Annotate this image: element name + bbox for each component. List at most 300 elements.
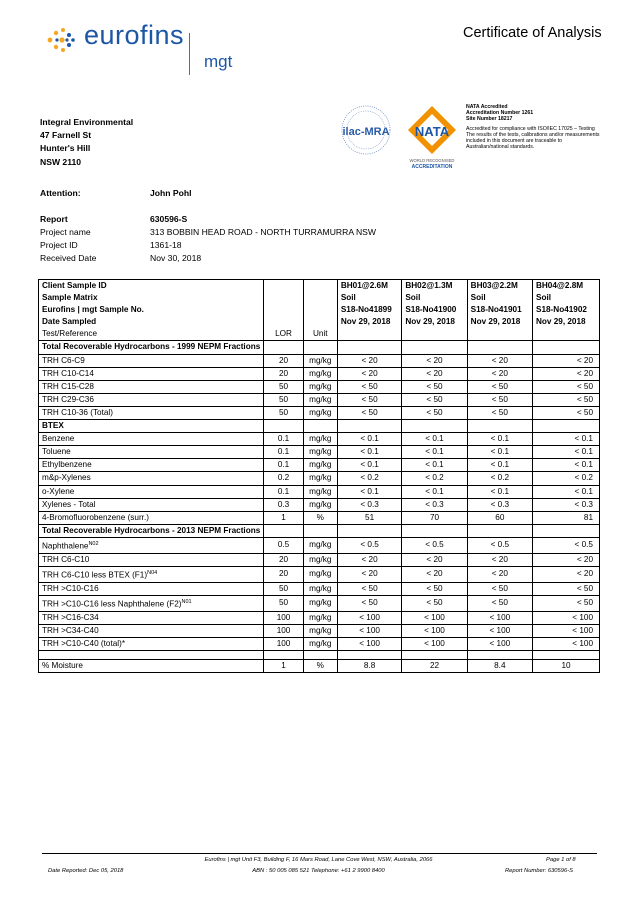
result-value: < 0.1	[467, 446, 532, 459]
lor-value: 50	[264, 595, 304, 611]
analyte-name: TRH >C10-C40 (total)*	[42, 638, 126, 648]
result-value: < 100	[467, 624, 532, 637]
result-value: < 50	[467, 393, 532, 406]
sample-date: Nov 29, 2018	[402, 316, 467, 328]
analyte-name-cell	[39, 498, 264, 511]
result-value: < 0.1	[402, 459, 467, 472]
result-value: < 20	[532, 553, 599, 566]
client-address-line3: NSW 2110	[40, 156, 82, 167]
empty-cell	[467, 420, 532, 433]
result-value: < 20	[402, 566, 467, 582]
unit-value: mg/kg	[303, 582, 337, 595]
lor-value: 0.1	[264, 433, 304, 446]
empty-cell	[337, 650, 402, 659]
attention-value: John Pohl	[150, 188, 192, 198]
empty-cell	[337, 328, 402, 341]
analyte-name-cell	[39, 367, 264, 380]
result-value: < 0.1	[532, 459, 599, 472]
result-value: < 50	[337, 393, 402, 406]
result-value: < 0.1	[337, 446, 402, 459]
result-value: < 50	[337, 582, 402, 595]
empty-cell	[532, 328, 599, 341]
result-value: < 20	[532, 354, 599, 367]
footer-address: Eurofins | mgt Unit F3, Building F, 16 Mars Road, Lane Cove West, NSW, Australia, 2066	[204, 857, 433, 863]
result-value: < 0.1	[532, 485, 599, 498]
result-value: < 100	[532, 611, 599, 624]
lor-value: 0.1	[264, 485, 304, 498]
table-row	[39, 624, 600, 637]
result-value: < 0.1	[337, 485, 402, 498]
result-value: 70	[402, 511, 467, 524]
result-value: < 0.1	[532, 433, 599, 446]
result-value: < 100	[402, 624, 467, 637]
result-value: < 50	[532, 595, 599, 611]
result-value: < 0.3	[337, 498, 402, 511]
result-value: < 50	[402, 393, 467, 406]
empty-cell	[264, 280, 304, 293]
analyte-note-ref: N04	[147, 569, 158, 576]
empty-cell	[467, 650, 532, 659]
received-date-value: Nov 30, 2018	[150, 253, 202, 263]
project-name-value: 313 BOBBIN HEAD ROAD - NORTH TURRAMURRA NSW	[150, 227, 377, 237]
footer-date-reported: Date Reported: Dec 05, 2018	[48, 868, 124, 874]
result-value: < 100	[402, 637, 467, 650]
analyte-name-cell	[39, 582, 264, 595]
table-row	[39, 537, 600, 553]
section-title: Total Recoverable Hydrocarbons - 2013 NEPM Fractions	[39, 524, 264, 537]
result-value: < 0.1	[402, 446, 467, 459]
result-value: 81	[532, 511, 599, 524]
results-table	[38, 279, 600, 673]
sample-date: Nov 29, 2018	[337, 316, 402, 328]
table-row	[39, 511, 600, 524]
unit-value: mg/kg	[303, 472, 337, 485]
result-value: < 100	[337, 637, 402, 650]
result-value: < 0.1	[402, 485, 467, 498]
empty-cell	[303, 304, 337, 316]
empty-cell	[402, 328, 467, 341]
unit-value: mg/kg	[303, 498, 337, 511]
unit-value: mg/kg	[303, 354, 337, 367]
unit-value: mg/kg	[303, 566, 337, 582]
lor-value: 100	[264, 611, 304, 624]
result-value: < 0.2	[532, 472, 599, 485]
unit-value: mg/kg	[303, 611, 337, 624]
analyte-name-cell	[39, 472, 264, 485]
sample-no: S18-No41901	[467, 304, 532, 316]
result-value: < 50	[402, 595, 467, 611]
unit-value: mg/kg	[303, 485, 337, 498]
empty-cell	[264, 650, 304, 659]
result-value: < 20	[467, 367, 532, 380]
analyte-name: Benzene	[42, 434, 75, 444]
lor-value: 1	[264, 511, 304, 524]
section-title: Total Recoverable Hydrocarbons - 1999 NEPM Fractions	[39, 341, 264, 354]
client-address	[40, 116, 133, 169]
sample-matrix: Soil	[337, 292, 402, 304]
result-value: 60	[467, 511, 532, 524]
result-value: < 0.3	[467, 498, 532, 511]
eurofins-logo-dots-icon	[46, 27, 76, 53]
result-value: < 20	[337, 566, 402, 582]
empty-cell	[303, 341, 337, 354]
header-row	[39, 304, 600, 316]
lor-value: 0.5	[264, 537, 304, 553]
sample-matrix: Soil	[402, 292, 467, 304]
result-value: < 0.1	[532, 446, 599, 459]
nata-accreditation-info	[466, 104, 626, 150]
empty-cell	[264, 524, 304, 537]
lor-value: 20	[264, 367, 304, 380]
sample-no: S18-No41902	[532, 304, 599, 316]
result-value: < 20	[337, 553, 402, 566]
section-header-row	[39, 341, 600, 354]
result-value: < 50	[402, 406, 467, 419]
header-label: Client Sample ID	[39, 280, 264, 293]
sample-date: Nov 29, 2018	[467, 316, 532, 328]
analyte-name: TRH C15-C28	[42, 381, 94, 391]
result-value: < 0.3	[402, 498, 467, 511]
result-value: 8.8	[337, 659, 402, 672]
sample-matrix: Soil	[532, 292, 599, 304]
lor-value: 50	[264, 380, 304, 393]
empty-cell	[337, 341, 402, 354]
result-value: < 100	[532, 637, 599, 650]
empty-cell	[303, 650, 337, 659]
result-value: < 50	[532, 406, 599, 419]
result-value: < 20	[532, 367, 599, 380]
analyte-name: TRH >C16-C34	[42, 612, 99, 622]
received-date-label: Received Date	[40, 253, 97, 263]
empty-cell	[402, 650, 467, 659]
empty-cell	[264, 341, 304, 354]
empty-cell	[402, 420, 467, 433]
analyte-name: o-Xylene	[42, 486, 75, 496]
analyte-name-cell	[39, 406, 264, 419]
analyte-name-cell	[39, 511, 264, 524]
analyte-name: TRH C6-C9	[42, 355, 85, 365]
result-value: < 50	[402, 380, 467, 393]
empty-cell	[264, 304, 304, 316]
client-address-line1: 47 Farnell St	[40, 130, 92, 141]
brand-logo-text: eurofins	[84, 20, 185, 50]
result-value: < 0.1	[337, 433, 402, 446]
result-value: < 20	[467, 354, 532, 367]
result-value: < 20	[467, 566, 532, 582]
logo-divider	[189, 33, 190, 75]
column-test-reference: Test/Reference	[39, 328, 264, 341]
result-value: 8.4	[467, 659, 532, 672]
analyte-name-cell	[39, 433, 264, 446]
footer-report-number: Report Number: 630596-S	[505, 868, 573, 874]
table-row	[39, 566, 600, 582]
footer-divider	[42, 853, 597, 854]
empty-cell	[264, 420, 304, 433]
analyte-name: TRH C6-C10 less BTEX (F1)	[42, 570, 148, 580]
table-row	[39, 459, 600, 472]
section-title: BTEX	[39, 420, 264, 433]
table-row	[39, 553, 600, 566]
analyte-name-cell	[39, 537, 264, 553]
result-value: < 100	[467, 611, 532, 624]
unit-value: mg/kg	[303, 380, 337, 393]
sample-id: BH03@2.2M	[467, 280, 532, 293]
analyte-name: m&p-Xylenes	[42, 473, 91, 483]
result-value: < 20	[402, 367, 467, 380]
table-row	[39, 393, 600, 406]
empty-cell	[303, 420, 337, 433]
project-id-label: Project ID	[40, 240, 78, 250]
result-value: < 20	[467, 553, 532, 566]
empty-cell	[532, 341, 599, 354]
unit-value: %	[303, 511, 337, 524]
result-value: < 0.1	[467, 459, 532, 472]
sample-id: BH04@2.8M	[532, 280, 599, 293]
result-value: < 50	[337, 406, 402, 419]
empty-cell	[467, 524, 532, 537]
result-value: < 100	[337, 624, 402, 637]
analyte-note-ref: N01	[181, 598, 192, 605]
lor-value: 100	[264, 624, 304, 637]
analyte-name: Xylenes - Total	[42, 499, 96, 509]
footer-abn: ABN : 50 005 085 521 Telephone: +61 2 9900 8400	[252, 868, 385, 874]
analyte-name: TRH C29-C36	[42, 394, 94, 404]
unit-value: mg/kg	[303, 446, 337, 459]
lor-value: 0.1	[264, 446, 304, 459]
lor-value: 0.3	[264, 498, 304, 511]
analyte-name-cell	[39, 354, 264, 367]
unit-value: mg/kg	[303, 553, 337, 566]
empty-cell	[402, 341, 467, 354]
empty-cell	[532, 524, 599, 537]
header-row	[39, 292, 600, 304]
empty-cell	[467, 341, 532, 354]
nata-caption2: ACCREDITATION	[411, 164, 453, 170]
result-value: < 0.1	[402, 433, 467, 446]
analyte-name-cell	[39, 566, 264, 582]
nata-text: NATA	[414, 124, 450, 139]
lor-value: 20	[264, 566, 304, 582]
result-value: 10	[532, 659, 599, 672]
column-lor: LOR	[264, 328, 304, 341]
unit-value: mg/kg	[303, 624, 337, 637]
empty-cell	[264, 292, 304, 304]
analyte-name: TRH C6-C10	[42, 554, 90, 564]
report-label: Report	[40, 214, 68, 224]
empty-cell	[532, 650, 599, 659]
lor-value: 20	[264, 553, 304, 566]
result-value: < 0.5	[532, 537, 599, 553]
lor-value: 50	[264, 406, 304, 419]
empty-cell	[532, 420, 599, 433]
unit-value: mg/kg	[303, 595, 337, 611]
analyte-name: TRH >C10-C16 less Naphthalene (F2)	[42, 599, 182, 609]
table-row	[39, 367, 600, 380]
client-address-line2: Hunter's Hill	[40, 143, 91, 154]
analyte-name-cell	[39, 459, 264, 472]
result-value: < 50	[337, 595, 402, 611]
spacer-row	[39, 650, 600, 659]
table-row	[39, 611, 600, 624]
result-value: < 20	[402, 553, 467, 566]
result-value: 22	[402, 659, 467, 672]
result-value: < 100	[532, 624, 599, 637]
result-value: < 20	[337, 354, 402, 367]
result-value: < 50	[402, 582, 467, 595]
lor-value: 1	[264, 659, 304, 672]
header-label: Sample Matrix	[39, 292, 264, 304]
lor-value: 100	[264, 637, 304, 650]
sample-date: Nov 29, 2018	[532, 316, 599, 328]
nata-statement: Accredited for compliance with ISO/IEC 17025 – Testing The results of the tests, calibrations and/or measurements included in this document are traceable to Australian/national standards.	[466, 126, 600, 150]
empty-cell	[337, 524, 402, 537]
result-value: < 50	[467, 582, 532, 595]
sample-no: S18-No41899	[337, 304, 402, 316]
lor-value: 0.1	[264, 459, 304, 472]
result-value: < 20	[402, 354, 467, 367]
section-header-row	[39, 420, 600, 433]
analyte-name-cell	[39, 624, 264, 637]
client-name: Integral Environmental	[40, 117, 134, 127]
result-value: 51	[337, 511, 402, 524]
result-value: < 50	[467, 595, 532, 611]
footer-page-number: Page 1 of 8	[546, 857, 576, 863]
lor-value: 20	[264, 354, 304, 367]
result-value: < 0.2	[402, 472, 467, 485]
unit-value: mg/kg	[303, 459, 337, 472]
result-value: < 0.5	[467, 537, 532, 553]
empty-cell	[303, 524, 337, 537]
table-row	[39, 637, 600, 650]
table-row	[39, 498, 600, 511]
analyte-name: % Moisture	[39, 659, 264, 672]
result-value: < 20	[337, 367, 402, 380]
sample-id: BH02@1.3M	[402, 280, 467, 293]
analyte-name: Ethylbenzene	[42, 460, 92, 470]
header-label: Eurofins | mgt Sample No.	[39, 304, 264, 316]
unit-value: mg/kg	[303, 433, 337, 446]
header-row	[39, 280, 600, 293]
sub-brand-text: mgt	[204, 52, 233, 71]
result-value: < 50	[337, 380, 402, 393]
results-table-body	[39, 280, 600, 673]
result-value: < 0.1	[467, 485, 532, 498]
analyte-name: Naphthalene	[42, 541, 89, 551]
result-value: < 100	[337, 611, 402, 624]
table-row	[39, 406, 600, 419]
unit-value: %	[303, 659, 337, 672]
sample-id: BH01@2.6M	[337, 280, 402, 293]
sample-no: S18-No41900	[402, 304, 467, 316]
header-row	[39, 316, 600, 328]
empty-cell	[39, 650, 264, 659]
sample-matrix: Soil	[467, 292, 532, 304]
unit-value: mg/kg	[303, 537, 337, 553]
empty-cell	[303, 316, 337, 328]
unit-value: mg/kg	[303, 393, 337, 406]
table-row	[39, 354, 600, 367]
result-value: < 0.5	[337, 537, 402, 553]
analyte-name: 4-Bromofluorobenzene (surr.)	[42, 512, 149, 522]
unit-value: mg/kg	[303, 637, 337, 650]
analyte-note-ref: N02	[88, 540, 99, 547]
analyte-name: TRH >C34-C40	[42, 625, 99, 635]
project-name-label: Project name	[40, 227, 91, 237]
column-header-row	[39, 328, 600, 341]
analyte-name: TRH C10-C14	[42, 368, 94, 378]
analyte-name-cell	[39, 611, 264, 624]
result-value: < 0.3	[532, 498, 599, 511]
lor-value: 50	[264, 393, 304, 406]
ilac-text: ilac-MRA	[342, 126, 390, 138]
empty-cell	[303, 292, 337, 304]
table-row	[39, 582, 600, 595]
table-row	[39, 595, 600, 611]
ilac-mra-logo-icon	[336, 104, 396, 158]
result-value: < 50	[467, 406, 532, 419]
attention-label: Attention:	[40, 188, 81, 198]
result-value: < 0.1	[467, 433, 532, 446]
analyte-name-cell	[39, 446, 264, 459]
table-row	[39, 433, 600, 446]
empty-cell	[402, 524, 467, 537]
nata-line3: Site Number 18217	[466, 116, 513, 122]
table-row	[39, 380, 600, 393]
document-title: Certificate of Analysis	[463, 25, 602, 41]
project-id-value: 1361-18	[150, 240, 182, 250]
result-value: < 0.2	[467, 472, 532, 485]
result-value: < 100	[402, 611, 467, 624]
result-value: < 50	[532, 393, 599, 406]
empty-cell	[264, 316, 304, 328]
table-row	[39, 485, 600, 498]
section-header-row	[39, 524, 600, 537]
moisture-row	[39, 659, 600, 672]
empty-cell	[467, 328, 532, 341]
result-value: < 50	[532, 380, 599, 393]
lor-value: 50	[264, 582, 304, 595]
result-value: < 0.2	[337, 472, 402, 485]
analyte-name: TRH >C10-C16	[42, 583, 99, 593]
analyte-name-cell	[39, 380, 264, 393]
result-value: < 50	[532, 582, 599, 595]
nata-line1: NATA Accredited	[466, 104, 508, 110]
result-value: < 0.1	[337, 459, 402, 472]
result-value: < 0.5	[402, 537, 467, 553]
empty-cell	[303, 280, 337, 293]
nata-line2: Accreditation Number 1261	[466, 110, 534, 116]
unit-value: mg/kg	[303, 367, 337, 380]
result-value: < 50	[467, 380, 532, 393]
empty-cell	[337, 420, 402, 433]
unit-value: mg/kg	[303, 406, 337, 419]
column-unit: Unit	[303, 328, 337, 341]
analyte-name-cell	[39, 553, 264, 566]
analyte-name-cell	[39, 595, 264, 611]
analyte-name: Toluene	[42, 447, 71, 457]
table-row	[39, 472, 600, 485]
lor-value: 0.2	[264, 472, 304, 485]
result-value: < 20	[532, 566, 599, 582]
analyte-name-cell	[39, 485, 264, 498]
analyte-name-cell	[39, 637, 264, 650]
table-row	[39, 446, 600, 459]
result-value: < 100	[467, 637, 532, 650]
report-value: 630596-S	[150, 214, 188, 224]
header-label: Date Sampled	[39, 316, 264, 328]
analyte-name-cell	[39, 393, 264, 406]
nata-caption1: WORLD RECOGNISED	[409, 158, 455, 163]
